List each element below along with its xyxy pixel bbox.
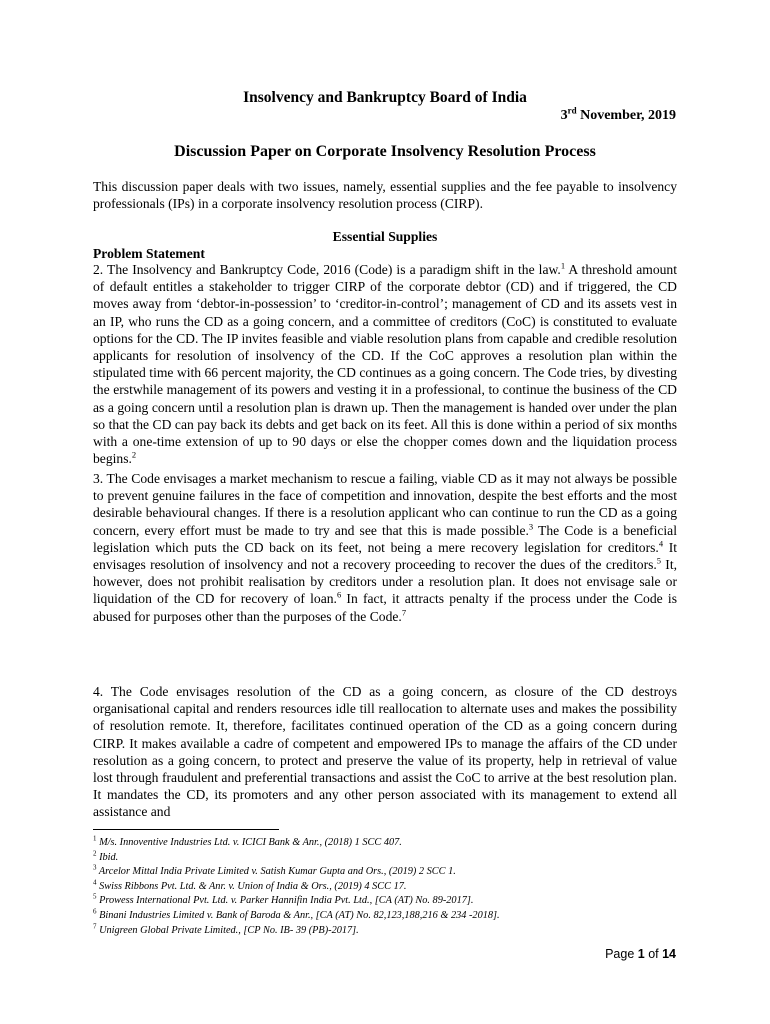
- intro-paragraph: This discussion paper deals with two issues, namely, essential supplies and the fee payable to insolvency professionals (IPs) in a corporate insolvency resolution process (CIRP).: [93, 179, 677, 212]
- total-pages: 14: [662, 947, 676, 961]
- paragraph-2-text-a: 2. The Insolvency and Bankruptcy Code, 2016 (Code) is a paradigm shift in the law.: [93, 262, 561, 277]
- current-page: 1: [637, 947, 645, 961]
- footnote-ref-2: 2: [131, 449, 137, 460]
- footnote-2: $^2$ Ibid.: [93, 849, 119, 863]
- page-number: Page 1 of 14: [605, 947, 676, 961]
- date-suffix: rd: [567, 105, 577, 116]
- paragraph-3-text-e: In fact, it attracts penalty if the process under the Code is abused for purposes other than the purposes of the Code.: [93, 591, 677, 624]
- paragraph-3-text-c: It envisages resolution of insolvency and not a recovery proceeding to recover the dues of the creditors.: [93, 539, 678, 573]
- paragraph-4: 4. The Code envisages resolution of the CD as a going concern, as closure of the CD destroys organisational capital and renders resources idle till reallocation to alternate uses and makes the possibility of resolution remote. It, therefore, facilitates continued operation of the CD as a going concern during CIRP. It makes available a cadre of competent and empowered IPs to manage the affairs of the CD under resolution as a going concern, to protect and preserve the value of its property, help in retrieval of value lost through fraudulent and preferential transactions and assist the CoC to arrive at the best resolution plan. It mandates the CD, its promoters and any other person associated with its management to extend all assistance and: [93, 684, 677, 820]
- footnote-divider: [93, 829, 279, 830]
- footnote-1: $^1$ M/s. Innoventive Industries Ltd. v. ICICI Bank & Anr., (2018) 1 SCC 407.: [93, 834, 402, 848]
- paragraph-2: [93, 261, 677, 467]
- document-title: Discussion Paper on Corporate Insolvency Resolution Process: [174, 143, 596, 160]
- paragraph-3: [93, 470, 677, 625]
- footnote-4: $^4$ Swiss Ribbons Pvt. Ltd. & Anr. v. Union of India & Ors., (2019) 4 SCC 17.: [93, 878, 407, 892]
- paragraph-3-text-b: The Code is a beneficial legislation which puts the CD back on its feet, not being a mere recovery legislation for creditors.: [93, 522, 677, 555]
- footnote-ref-1: 1: [560, 260, 566, 271]
- footnote-ref-7: 7: [401, 607, 407, 618]
- section-heading: Essential Supplies: [332, 229, 438, 244]
- footnote-3: $^3$ Arcelor Mittal India Private Limited v. Satish Kumar Gupta and Ors., (2019) 2 SCC 1.: [93, 863, 456, 878]
- footnote-5: $^5$ Prowess International Pvt. Ltd. v. Parker Hannifin India Pvt. Ltd., [CA (AT) No. 89-2017].: [93, 892, 474, 907]
- document-date: [560, 105, 676, 124]
- footnote-7: $^7$ Unigreen Global Private Limited., [CP No. IB- 39 (PB)-2017].: [93, 922, 359, 936]
- footnote-ref-4: 4: [658, 538, 664, 549]
- date-month-year: November, 2019: [576, 108, 676, 123]
- paragraph-3-text-a: 3. The Code envisages a market mechanism to rescue a failing, viable CD as it may not always be possible to prevent genuine failures in the face of competition and innovation, despite the best efforts and the most desirable behavioural changes. If there is a resolution applicant who can continue to run the CD as a going concern, every effort must be made to try and see that this is made possible.: [93, 471, 677, 538]
- footnote-ref-6: 6: [336, 589, 342, 600]
- footnote-6: $^6$ Binani Industries Limited v. Bank of Baroda & Anr., [CA (AT) No. 82,123,188,216 & 234 -2018].: [93, 907, 500, 921]
- footnotes: [93, 836, 677, 938]
- footnote-ref-3: 3: [528, 521, 534, 532]
- paragraph-2-text-b: A threshold amount of default entitles a stakeholder to trigger CIRP of the corporate debtor (CD) and if triggered, the CD moves away from ‘debtor-in-possession’ to ‘creditor-in-control’; management of CD and its assets vest in an IP, who runs the CD as a going concern, and a committee of creditors (CoC) is constituted to evaluate options for the CD. The IP invites feasible and viable resolution plans from capable and credible resolution applicants for resolution of insolvency of the CD. If the CoC approves a resolution plan within the stipulated time with 66 percent majority, the CD continues as a going concern. The Code tries, by divesting the erstwhile management of its powers and vesting it in a professional, to continue the business of the CD as a going concern until a resolution plan is drawn up. Then the management is handed over under the plan so that the CD can pay back its debts and get back on its feet. All this is done within a period of six months with a one-time extension of up to 90 days or else the chopper comes down and the liquidation process begins.: [93, 262, 677, 467]
- date-day: 3: [560, 108, 568, 123]
- organization-title: Insolvency and Bankruptcy Board of India: [243, 89, 527, 106]
- problem-statement-heading: Problem Statement: [93, 246, 205, 261]
- paragraph-3-text-d: It, however, does not prohibit realisation by creditors under a resolution plan. It does not envisage sale or liquidation of the CD for recovery of loan.: [93, 557, 677, 607]
- footnote-ref-5: 5: [656, 555, 662, 566]
